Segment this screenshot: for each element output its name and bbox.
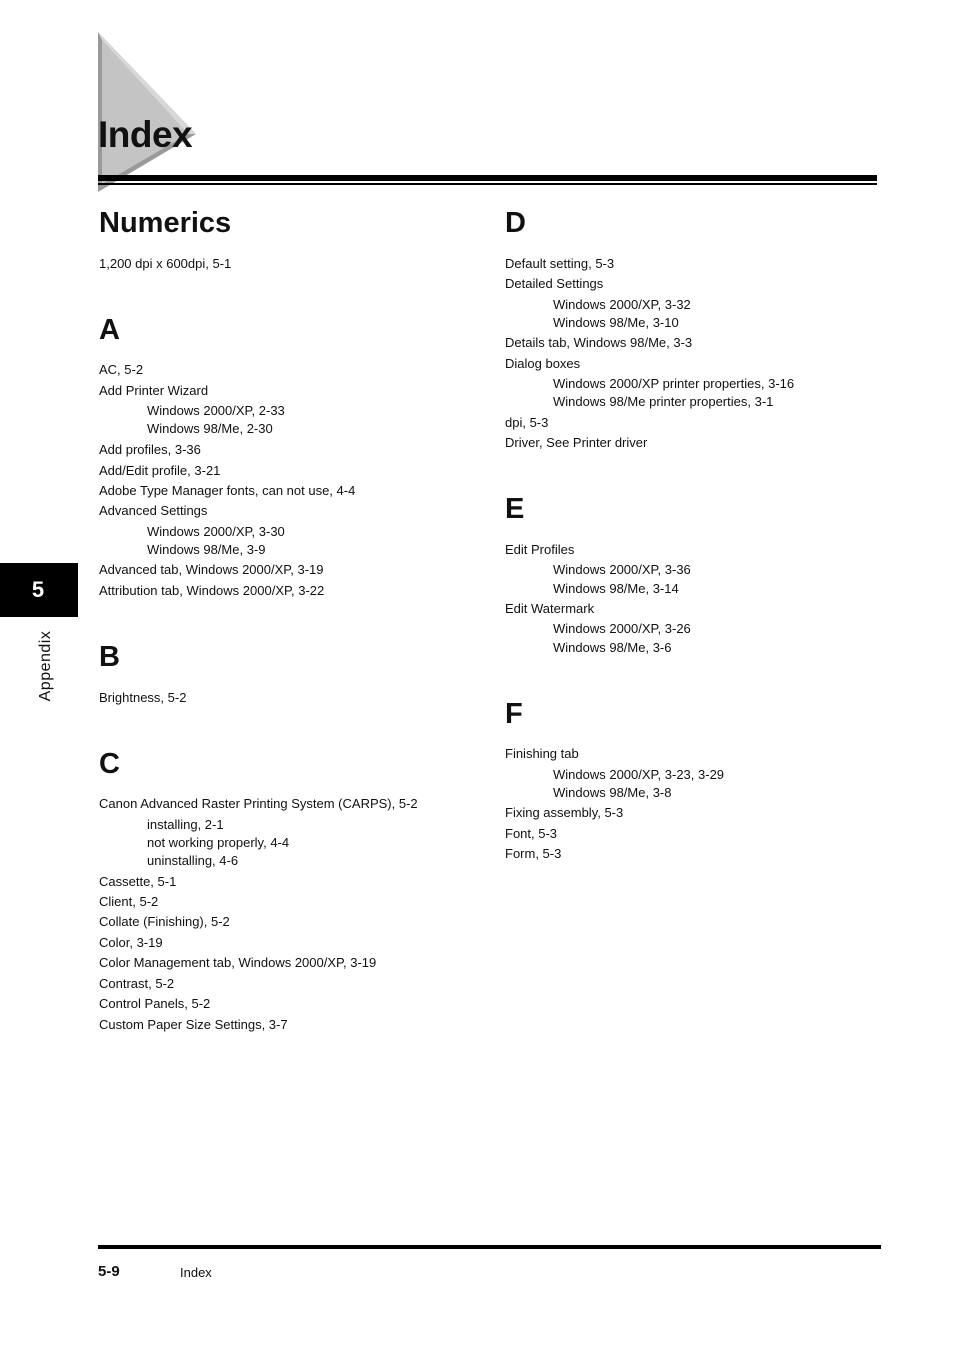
footer-rule [98,1245,881,1249]
index-entry: Collate (Finishing), 5-2 [99,914,230,929]
index-entry: Add Printer Wizard [99,383,209,398]
index-subentry: installing, 2-1 [147,817,224,832]
index-subentry: Windows 2000/XP, 3-26 [553,621,691,636]
page-title: Index [98,114,193,155]
index-subentry: Windows 2000/XP, 3-30 [147,524,285,539]
index-entry: Color Management tab, Windows 2000/XP, 3-19 [99,955,377,970]
index-subentry: not working properly, 4-4 [147,835,290,850]
index-entry: Brightness, 5-2 [99,690,187,705]
header-triangle-graphic [96,30,206,195]
index-entry: AC, 5-2 [99,362,144,377]
footer-section-title: Index [180,1265,212,1280]
index-entry: Add/Edit profile, 3-21 [99,463,221,478]
title-rule-thin [98,183,877,185]
section-heading-d: D [505,207,526,239]
index-subentry: Windows 2000/XP, 3-36 [553,562,691,577]
index-subentry: Windows 98/Me, 3-14 [553,581,679,596]
index-subentry: Windows 98/Me, 3-9 [147,542,266,557]
index-subentry: Windows 98/Me, 3-8 [553,785,672,800]
index-entry: Control Panels, 5-2 [99,996,211,1011]
index-entry: Advanced Settings [99,503,208,518]
index-entry: Cassette, 5-1 [99,874,177,889]
index-subentry: Windows 98/Me, 3-10 [553,315,679,330]
section-heading-numerics: Numerics [99,207,232,239]
index-entry: Fixing assembly, 5-3 [505,805,624,820]
index-entry: Add profiles, 3-36 [99,442,201,457]
chapter-label: Appendix [37,630,54,702]
chapter-number: 5 [31,577,45,602]
index-entry: Edit Watermark [505,601,595,616]
index-entry: 1,200 dpi x 600dpi, 5-1 [99,256,232,271]
chapter-tab [0,563,78,617]
section-heading-f: F [505,698,523,730]
title-rule [98,175,877,181]
index-entry: Driver, See Printer driver [505,435,648,450]
index-entry: dpi, 5-3 [505,415,549,430]
index-entry: Dialog boxes [505,356,581,371]
index-entry: Attribution tab, Windows 2000/XP, 3-22 [99,583,325,598]
index-subentry: Windows 2000/XP, 2-33 [147,403,285,418]
index-entry: Canon Advanced Raster Printing System (CARPS), 5-2 [99,796,418,811]
index-subentry: uninstalling, 4-6 [147,853,239,868]
footer-page-number: 5-9 [98,1263,120,1280]
index-entry: Custom Paper Size Settings, 3-7 [99,1017,288,1032]
index-subentry: Windows 2000/XP, 3-32 [553,297,691,312]
index-entry: Edit Profiles [505,542,575,557]
index-entry: Details tab, Windows 98/Me, 3-3 [505,335,693,350]
index-entry: Finishing tab [505,746,579,761]
index-entry: Client, 5-2 [99,894,159,909]
index-entry: Adobe Type Manager fonts, can not use, 4-4 [99,483,356,498]
index-entry: Color, 3-19 [99,935,163,950]
index-entry: Default setting, 5-3 [505,256,615,271]
section-heading-c: C [99,748,120,780]
section-heading-e: E [505,493,525,525]
index-entry: Advanced tab, Windows 2000/XP, 3-19 [99,562,324,577]
section-heading-a: A [99,314,120,346]
index-entry: Contrast, 5-2 [99,976,175,991]
index-subentry: Windows 2000/XP printer properties, 3-16 [553,376,795,391]
index-subentry: Windows 2000/XP, 3-23, 3-29 [553,767,725,782]
index-subentry: Windows 98/Me printer properties, 3-1 [553,394,774,409]
index-subentry: Windows 98/Me, 3-6 [553,640,672,655]
index-entry: Font, 5-3 [505,826,558,841]
index-entry: Detailed Settings [505,276,604,291]
index-subentry: Windows 98/Me, 2-30 [147,421,273,436]
section-heading-b: B [99,641,120,673]
index-entry: Form, 5-3 [505,846,562,861]
